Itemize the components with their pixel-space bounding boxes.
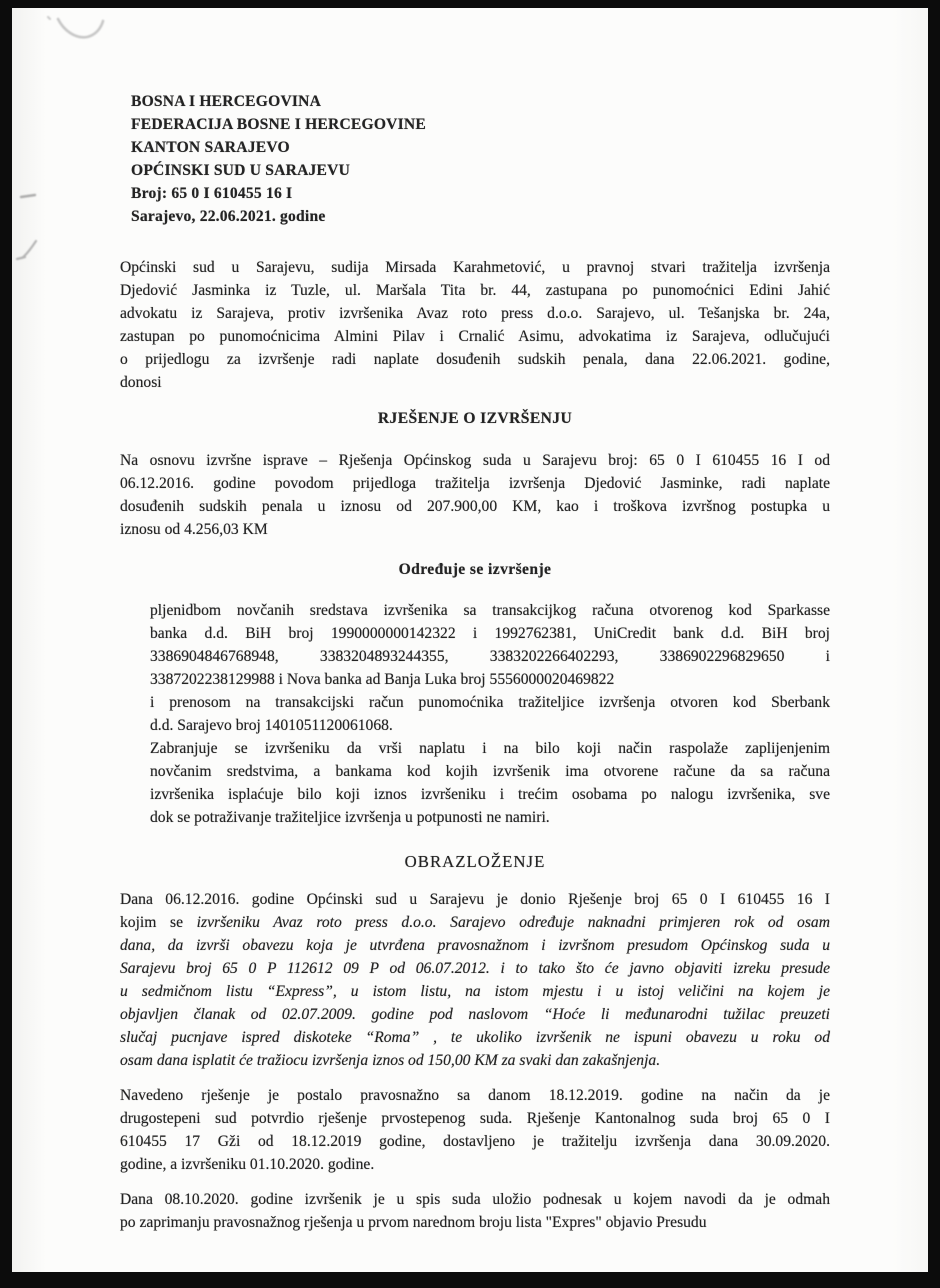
transfer-paragraph	[150, 691, 830, 737]
text-line: Djedović Jasminka iz Tuzle, ul. Maršala Tita br. 44, zastupana po punomoćnici Edini Jahić	[120, 282, 830, 299]
text-line: Dana 06.12.2016. godine Općinski sud u Sarajevu je donio Rješenje broj 65 0 I 610455 16 I	[120, 891, 830, 908]
text-line: u sedmičnom listu “Express”, u istom listu, na istom mjestu i u istoj veličini na kojem je	[120, 983, 830, 1000]
heading-odredjuje	[120, 558, 830, 581]
heading-rjesenje	[120, 407, 830, 430]
text-line: donosi	[120, 374, 162, 391]
basis-paragraph	[120, 449, 830, 541]
scan-artifact-tick	[14, 236, 40, 264]
text-line: godine, a izvršeniku 01.10.2020. godine.	[120, 1156, 375, 1173]
text-line: Dana 08.10.2020. godine izvršenik je u spis suda uložio podnesak u kojem navodi da je odmah	[120, 1191, 830, 1208]
text-line: FEDERACIJA BOSNE I HERCEGOVINE	[131, 116, 426, 133]
text-line: kojim se izvršeniku Avaz roto press d.o.o. Sarajevo određuje naknadni primjeren rok od osam	[120, 914, 830, 931]
text-line: dosuđenih sudskih penala u iznosu od 207.900,00 KM, kao i troškova izvršnog postupka u	[120, 498, 830, 515]
text-line: pljenidbom novčanih sredstava izvršenika sa transakcijkog računa otvorenog kod Sparkasse	[150, 602, 830, 619]
reasoning-paragraph-2	[120, 1084, 830, 1176]
text-line: Sarajevu broj 65 0 P 112612 09 P od 06.07.2012. i to tako što će javno objaviti izreku presude	[120, 960, 830, 977]
text-line: Određuje se izvršenje	[398, 561, 552, 578]
prohibition-paragraph	[150, 737, 830, 829]
text-line: dana, da izvrši obavezu koja je utvrđena pravosnažnom i izvršnom presudom Općinskog suda u	[120, 937, 830, 954]
heading-obrazlozenje	[120, 850, 830, 873]
text-line: OBRAZLOŽENJE	[404, 852, 546, 871]
reasoning-paragraph-1	[120, 888, 830, 1072]
document-page	[12, 8, 928, 1272]
text-line: drugostepeni sud potvrdio rješenje prvostepenog suda. Rješenje Kantonalnog suda broj 65 0 I	[120, 1110, 830, 1127]
text-line: 3386904846768948, 3383204893244355, 3383202266402293, 3386902296829650 i	[150, 648, 830, 665]
court-header	[131, 90, 830, 228]
text-line: RJEŠENJE O IZVRŠENJU	[377, 410, 573, 427]
text-line: 06.12.2016. godine povodom prijedloga tražitelja izvršenja Djedović Jasminke, radi naplate	[120, 475, 830, 492]
text-line: slučaj pucnjave ispred diskoteke “Roma” , te ukoliko izvršenik ne ispuni obavezu u roku od	[120, 1029, 830, 1046]
text-line: izvršenika isplaćuje bilo koji iznos izvršeniku i trećim osobama po nalogu izvršenika, sve	[150, 786, 830, 803]
text-line: novčanim sredstvima, a bankama kod kojih izvršenik ima otvorene račune da sa računa	[150, 763, 830, 780]
scan-artifact-dash	[18, 190, 40, 202]
scan-artifact-swoosh	[42, 10, 114, 48]
text-line: i prenosom na transakcijski račun punomoćnika tražiteljice izvršenja otvoren kod Sberbank	[150, 694, 830, 711]
text-line: Navedeno rješenje je postalo pravosnažno sa danom 18.12.2019. godine na način da je	[120, 1087, 830, 1104]
text-line: Zabranjuje se izvršeniku da vrši naplatu i na bilo koji način raspolaže zaplijenjenim	[150, 740, 830, 757]
text-line: Broj: 65 0 I 610455 16 I	[131, 185, 293, 202]
reasoning-paragraph-3	[120, 1188, 830, 1234]
intro-paragraph	[120, 256, 830, 394]
text-line: Na osnovu izvršne isprave – Rješenja Općinskog suda u Sarajevu broj: 65 0 I 610455 16 I od	[120, 452, 830, 469]
text-line: zastupan po punomoćnicima Almini Pilav i Crnalić Asimu, advokatima iz Sarajeva, odlučujući	[120, 328, 830, 345]
seizure-paragraph	[150, 599, 830, 691]
text-line: 3387202238129988 i Nova banka ad Banja Luka broj 5556000020469822	[150, 671, 615, 688]
text-line: objavljen članak od 02.07.2009. godine pod naslovom “Hoće li međunarodni tužilac preuzeti	[120, 1006, 830, 1023]
text-line: osam dana isplatit će tražiocu izvršenja iznos od 150,00 KM za svaki dan zakašnjenja.	[120, 1052, 661, 1069]
document-body	[12, 90, 928, 1234]
text-line: banka d.d. BiH broj 1990000000142322 i 1992762381, UniCredit bank d.d. BiH broj	[150, 625, 830, 642]
text-line: Sarajevo, 22.06.2021. godine	[131, 208, 326, 225]
text-line: advokatu iz Sarajeva, protiv izvršenika Avaz roto press d.o.o. Sarajevo, ul. Tešanjska br. 24a,	[120, 305, 830, 322]
text-line: dok se potraživanje tražiteljice izvršenja u potpunosti ne namiri.	[150, 809, 550, 826]
text-line: OPĆINSKI SUD U SARAJEVU	[131, 162, 351, 179]
text-line: BOSNA I HERCEGOVINA	[131, 93, 322, 110]
text-line: Općinski sud u Sarajevu, sudija Mirsada Karahmetović, u pravnoj stvari tražitelja izvršenja	[120, 259, 830, 276]
text-line: po zaprimanju pravosnažnog rješenja u prvom narednom broju lista "Expres" objavio Presudu	[120, 1214, 707, 1231]
text-line: d.d. Sarajevo broj 1401051120061068.	[150, 717, 393, 734]
text-line: iznosu od 4.256,03 KM	[120, 521, 268, 538]
text-line: KANTON SARAJEVO	[131, 139, 290, 156]
text-line: 610455 17 Gži od 18.12.2019 godine, dostavljeno je tražitelju izvršenja dana 30.09.2020.	[120, 1133, 830, 1150]
text-line: o prijedlogu za izvršenje radi naplate dosuđenih sudskih penala, dana 22.06.2021. godine,	[120, 351, 830, 368]
